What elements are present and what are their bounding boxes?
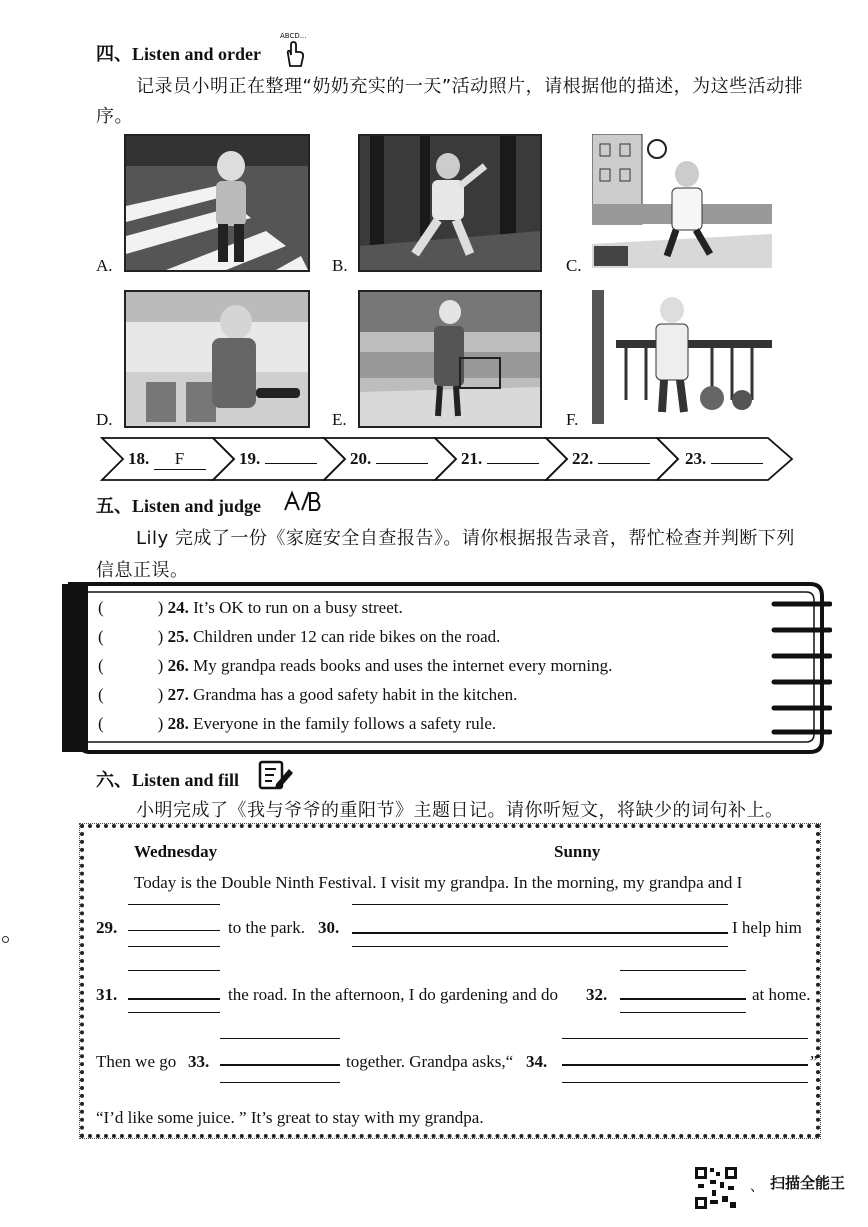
qr-code-icon (694, 1166, 738, 1215)
hand-pointer-icon (280, 32, 308, 73)
photo-label-c: C. (566, 256, 582, 275)
hand-pointer-icon-text: ABCD... (280, 32, 307, 40)
order-answer-blank-20[interactable] (376, 463, 428, 464)
section4-instruction-end: 序。 (96, 106, 133, 127)
blank-30-line-top (352, 904, 728, 905)
section4-number: 四、 (96, 44, 132, 64)
blank-30-line-bottom (352, 946, 728, 947)
blank-34-line-top (562, 1038, 808, 1039)
blank-number-33: 33. (188, 1052, 210, 1071)
diary-text-31: the road. In the afternoon, I do gardening and do (228, 985, 558, 1004)
order-answer-blank-18[interactable]: F (154, 449, 206, 470)
photo-e-shopping (358, 290, 542, 428)
blank-29-line-bottom (128, 946, 220, 947)
blank-number-31: 31. (96, 985, 118, 1004)
diary-line-1: Today is the Double Ninth Festival. I visit my grandpa. In the morning, my grandpa and I (134, 873, 743, 892)
judge-item-25: ( ) 25. Children under 12 can ride bikes on the road. (98, 627, 501, 646)
blank-32-input[interactable] (620, 998, 746, 1000)
order-answer-blank-22[interactable] (598, 463, 650, 464)
blank-31-line-top (128, 970, 220, 971)
blank-34-input[interactable] (562, 1064, 808, 1066)
diary-text-33: together. Grandpa asks,“ (346, 1052, 514, 1071)
order-item-22: 22. (572, 449, 650, 469)
order-item-23: 23. (685, 449, 763, 469)
section6-instruction: 小明完成了《我与爷爷的重阳节》主题日记。请你听短文，将缺少的词句补上。 (136, 800, 784, 821)
photo-a-crosswalk (124, 134, 310, 272)
section4-title (96, 40, 261, 66)
section6-title: 六、Listen and fill (96, 770, 240, 790)
answer-paren-28[interactable]: ( (98, 714, 104, 733)
blank-32-line-bottom (620, 1012, 746, 1013)
section4-instruction: 记录员小明正在整理“奶奶充实的一天”活动照片，请根据他的描述，为这些活动排 (136, 76, 804, 97)
order-item-21: 21. (461, 449, 539, 469)
photo-d-cooking (124, 290, 310, 428)
order-answer-blank-19[interactable] (265, 463, 317, 464)
order-item-19: 19. (239, 449, 317, 469)
diary-text-32: at home. (752, 985, 811, 1004)
photo-b-taichi (358, 134, 542, 272)
diary-text-33-pre: Then we go (96, 1052, 177, 1071)
photo-f-watering-plants (592, 290, 772, 424)
writing-pencil-icon (258, 760, 294, 795)
photo-label-f: F. (566, 410, 579, 429)
footer-brand: 扫描全能王 (770, 1174, 846, 1192)
blank-number-34: 34. (526, 1052, 548, 1071)
blank-33-line-top (220, 1038, 340, 1039)
section5-instruction-end: 信息正误。 (96, 560, 189, 581)
blank-33-input[interactable] (220, 1064, 340, 1066)
judge-item-27: ( ) 27. Grandma has a good safety habit in the kitchen. (98, 685, 518, 704)
order-item-18: 18. F (128, 449, 206, 470)
order-item-20: 20. (350, 449, 428, 469)
photo-label-a: A. (96, 256, 113, 275)
blank-32-line-top (620, 970, 746, 971)
section5-title: 五、Listen and judge (96, 496, 262, 516)
blank-30-input[interactable] (352, 932, 728, 934)
judge-ab-icon (282, 490, 326, 517)
order-answer-blank-23[interactable] (711, 463, 763, 464)
photo-label-e: E. (332, 410, 347, 429)
section5-instruction: Lily 完成了一份《家庭安全自查报告》。请你根据报告录音，帮忙检查并判断下列 (136, 528, 795, 549)
blank-number-29: 29. (96, 918, 118, 937)
photo-label-d: D. (96, 410, 113, 429)
diary-text-29: to the park. (228, 918, 305, 937)
judge-item-24: ( ) 24. It’s OK to run on a busy street. (98, 598, 403, 617)
photo-c-fan-dance (592, 134, 772, 268)
footer-dot-mark: 、 (750, 1180, 764, 1195)
blank-34-line-bottom (562, 1082, 808, 1083)
blank-31-line-bottom (128, 1012, 220, 1013)
blank-number-30: 30. (318, 918, 340, 937)
answer-paren-25[interactable]: ( (98, 627, 104, 646)
judge-item-28: ( ) 28. Everyone in the family follows a safety rule. (98, 714, 497, 733)
margin-dot (2, 936, 9, 943)
blank-31-input[interactable] (128, 998, 220, 1000)
diary-text-34: ” (810, 1052, 818, 1071)
diary-last-line: “I’d like some juice. ” It’s great to stay with my grandpa. (96, 1108, 484, 1127)
diary-text-30: I help him (732, 918, 802, 937)
blank-33-line-bottom (220, 1082, 340, 1083)
answer-paren-24[interactable]: ( (98, 598, 104, 617)
diary-dotted-box (80, 824, 820, 1138)
order-answer-blank-21[interactable] (487, 463, 539, 464)
blank-29-input[interactable] (128, 930, 220, 931)
judge-item-26: ( ) 26. My grandpa reads books and uses the internet every morning. (98, 656, 613, 675)
answer-paren-27[interactable]: ( (98, 685, 104, 704)
order-answer-row (98, 436, 798, 482)
diary-day: Wednesday (134, 842, 218, 861)
blank-number-32: 32. (586, 985, 608, 1004)
diary-weather: Sunny (554, 842, 601, 861)
section4-title-en: Listen and order (132, 44, 262, 64)
blank-29-line-top (128, 904, 220, 905)
photo-label-b: B. (332, 256, 348, 275)
answer-paren-26[interactable]: ( (98, 656, 104, 675)
